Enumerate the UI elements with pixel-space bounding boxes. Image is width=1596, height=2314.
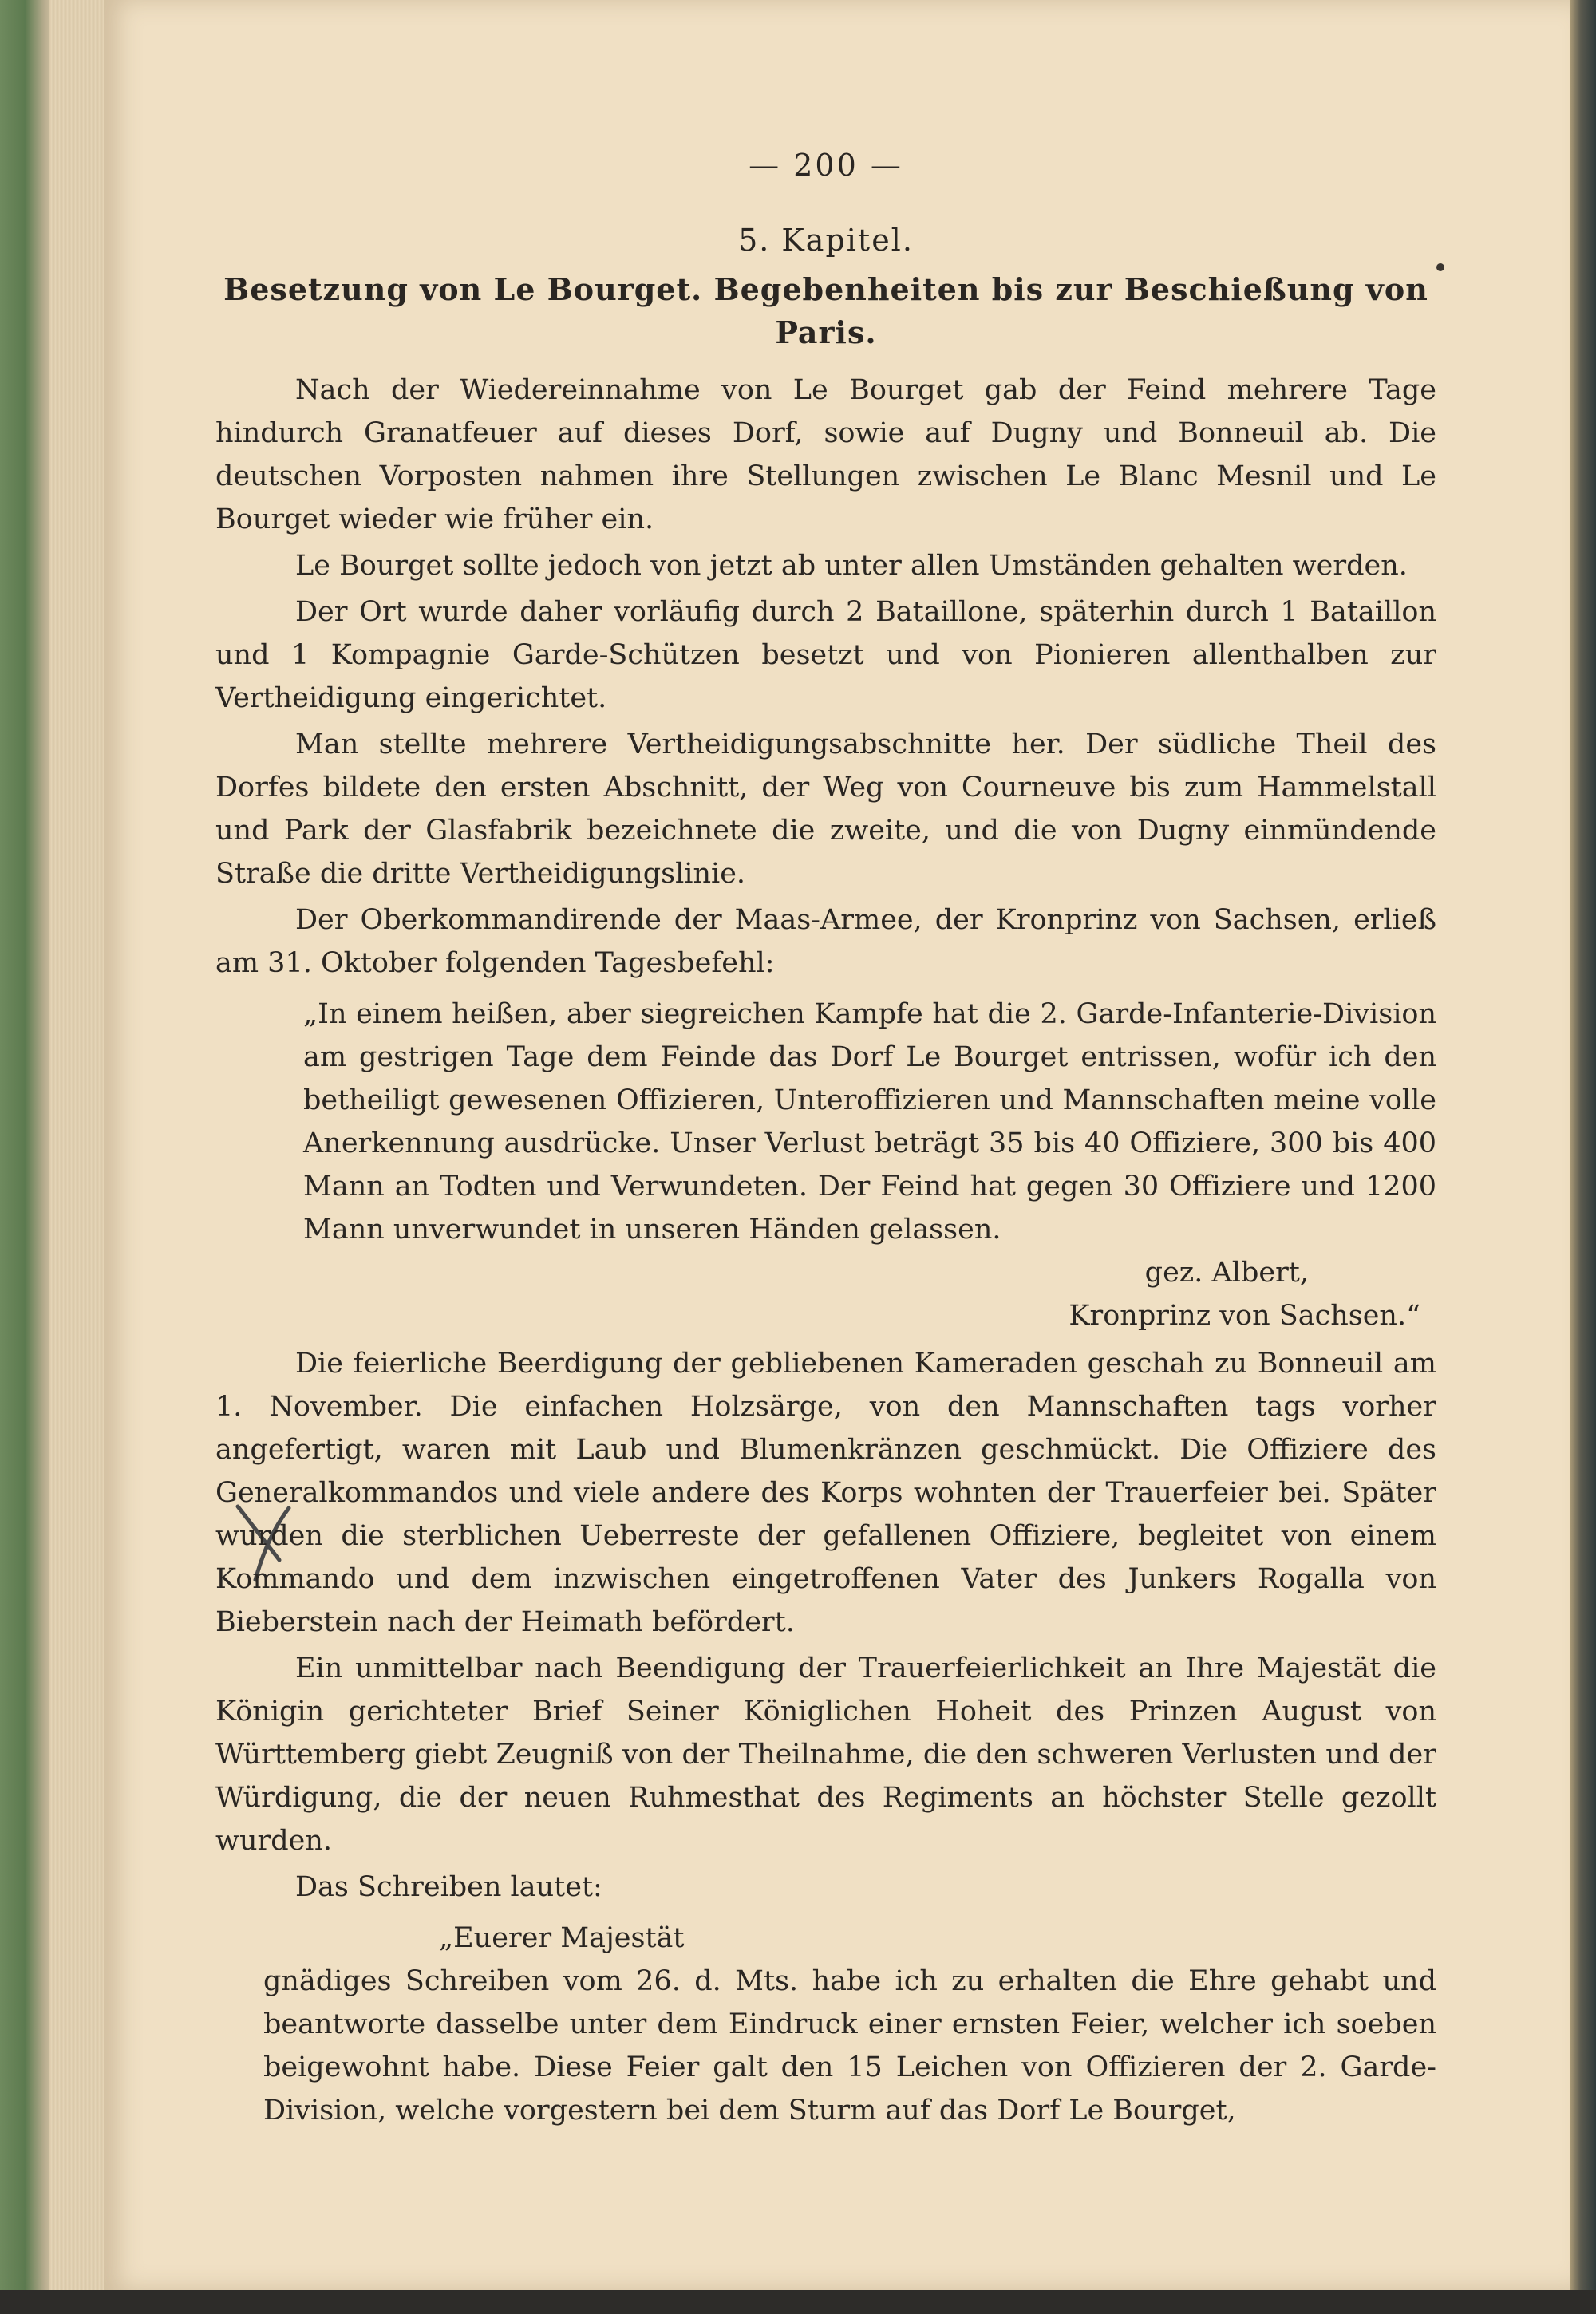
section-heading: Besetzung von Le Bourget. Begebenheiten bis zur Beschießung von Paris. (223, 271, 1428, 350)
order-quote-text: „In einem heißen, aber siegreichen Kampfe hat die 2. Garde-Infanterie-Division am gestrigen Tage dem Feinde das Dorf Le Bourget entrissen, wofür ich den betheiligt gewesenen Offizieren, Unteroffizieren und Mannschaften meine volle Anerkennung ausdrücke. Unser Verlust beträgt 35 bis 40 Offiziere, 300 bis 400 Mann an Todten und Verwundeten. Der Feind hat gegen 30 Offiziere und 1200 Mann unverwundet in unseren Händen gelassen. (303, 998, 1436, 1246)
paragraph: Der Oberkommandirende der Maas-Armee, der Kronprinz von Sachsen, erließ am 31. Oktober folgenden Tagesbefehl: (215, 904, 1436, 979)
order-quote (303, 993, 1436, 1337)
paragraph: Das Schreiben lautet: (295, 1871, 602, 1903)
paragraph: Der Ort wurde daher vorläufig durch 2 Bataillone, späterhin durch 1 Bataillon und 1 Kompagnie Garde-Schützen besetzt und von Pionieren allenthalben zur Vertheidigung eingerichtet. (215, 596, 1436, 714)
signature-name: gez. Albert, (1144, 1257, 1309, 1289)
page-number: — 200 — (749, 148, 903, 183)
letter-body: gnädiges Schreiben vom 26. d. Mts. habe ich zu erhalten die Ehre gehabt und beantworte dasselbe unter dem Eindruck einer ernsten Feier, welcher ich soeben beigewohnt habe. Diese Feier galt den 15 Leichen von Offizieren der 2. Garde-Division, welche vorgestern bei dem Sturm auf das Dorf Le Bourget, (263, 1965, 1436, 2126)
paragraph: Ein unmittelbar nach Beendigung der Trauerfeierlichkeit an Ihre Majestät die Königin gerichteter Brief Seiner Königlichen Hoheit des Prinzen August von Württemberg giebt Zeugniß von der Theilnahme, die den schweren Verlusten und der Würdigung, die der neuen Ruhmesthat des Regiments an höchster Stelle gezollt wurden. (215, 1653, 1436, 1857)
paragraph: Le Bourget sollte jedoch von jetzt ab unter allen Umständen gehalten werden. (295, 550, 1408, 582)
page-content (215, 144, 1436, 2132)
book-cover-edge (0, 0, 56, 2314)
ink-spot (1436, 263, 1444, 271)
paragraph: Die feierliche Beerdigung der gebliebenen Kameraden geschah zu Bonneuil am 1. November. Die einfachen Holzsärge, von den Mannschaften tags vorher angefertigt, waren mit Laub und Blumenkränzen geschmückt. Die Offiziere des Generalkommandos und viele andere des Korps wohnten der Trauerfeier bei. Später wurden die sterblichen Ueberreste der gefallenen Offiziere, begleitet von einem Kommando und dem inzwischen eingetroffenen Vater des Junkers Rogalla von Bieberstein nach der Heimath befördert. (215, 1348, 1436, 1638)
chapter-title: 5. Kapitel. (738, 223, 914, 258)
scan-bottom-edge (0, 2290, 1596, 2314)
signature-title: Kronprinz von Sachsen.“ (1069, 1300, 1420, 1332)
paragraph: Nach der Wiedereinnahme von Le Bourget gab der Feind mehrere Tage hindurch Granatfeuer auf dieses Dorf, sowie auf Dugny und Bonneuil ab. Die deutschen Vorposten nahmen ihre Stellungen zwischen Le Blanc Mesnil und Le Bourget wieder wie früher ein. (215, 374, 1436, 535)
letter-salutation: „Euerer Majestät (439, 1922, 685, 1954)
book-right-edge (1570, 0, 1596, 2290)
paragraph: Man stellte mehrere Vertheidigungsabschnitte her. Der südliche Theil des Dorfes bildete den ersten Abschnitt, der Weg von Courneuve bis zum Hammelstall und Park der Glasfabrik bezeichnete die zweite, und die von Dugny einmündende Straße die dritte Vertheidigungslinie. (215, 729, 1436, 890)
